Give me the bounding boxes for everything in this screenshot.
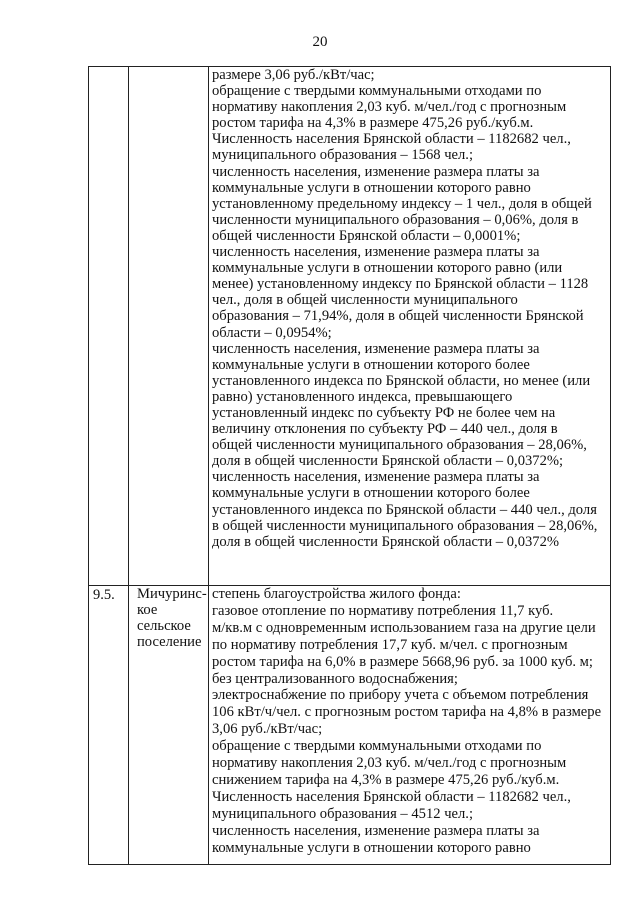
text-line: нормативу накопления 2,03 куб. м/чел./год с прогнозным <box>212 755 567 772</box>
text-line: доля в общей численности Брянской области – 0,0372%; <box>212 453 564 470</box>
text-line: по нормативу потребления 17,7 куб. м/чел. с прогнозным <box>212 636 568 653</box>
text-line: 106 кВт/ч/чел. с прогнозным ростом тарифа на 4,8% в размере <box>212 704 602 721</box>
text-line: поселение <box>137 634 202 651</box>
settlement-name <box>137 586 208 650</box>
text-line: размере 3,06 руб./кВт/час; <box>212 67 375 83</box>
text-line: образования – 71,94%, доля в общей численности Брянской <box>212 308 584 325</box>
text-line: численность населения, изменение размера платы за <box>212 469 540 486</box>
text-line: численность населения, изменение размера платы за <box>212 340 540 357</box>
text-line: чел., доля в общей численности муниципального <box>212 292 518 309</box>
text-line: сельское <box>137 618 191 635</box>
text-line: установленного индекса по Брянской области – 440 чел., доля <box>212 501 597 518</box>
text-line: численность населения, изменение размера платы за <box>212 822 540 839</box>
text-line: кое <box>137 602 158 619</box>
row-number-cell <box>89 67 129 586</box>
text-line: коммунальные услуги в отношении которого более <box>212 485 530 502</box>
text-line: 3,06 руб./кВт/час; <box>212 721 323 738</box>
text-line: обращение с твердыми коммунальными отходами по <box>212 738 542 755</box>
text-line: величину отклонения по субъекту РФ – 440 чел., доля в <box>212 421 558 438</box>
text-line: муниципального образования – 1568 чел.; <box>212 147 474 164</box>
description-cell <box>209 67 611 586</box>
text-line: степень благоустройства жилого фонда: <box>212 586 461 602</box>
text-line: Мичуринс- <box>137 586 207 602</box>
text-line: в общей численности муниципального образования – 28,06%, <box>212 517 598 534</box>
description-text <box>212 67 610 550</box>
text-line: м/кв.м с одновременным использованием газа на другие цели <box>212 619 596 636</box>
text-line: установленному предельному индексу – 1 чел., доля в общей <box>212 195 592 212</box>
settlement-name-cell <box>129 586 209 865</box>
description-cell <box>209 586 611 865</box>
row-number-cell: 9.5. <box>89 586 129 865</box>
text-line: общей численности Брянской области – 0,0001%; <box>212 227 521 244</box>
text-line: установленного индекса по Брянской области, но менее (или <box>212 372 591 389</box>
text-line: Численность населения Брянской области – 1182682 чел., <box>212 788 571 805</box>
text-line: снижением тарифа на 4,3% в размере 475,26 руб./куб.м. <box>212 771 560 788</box>
text-line: муниципального образования – 4512 чел.; <box>212 805 474 822</box>
tariff-table <box>88 66 611 865</box>
text-line: численности муниципального образования – 0,06%, доля в <box>212 211 579 228</box>
text-line: нормативу накопления 2,03 куб. м/чел./год с прогнозным <box>212 99 567 116</box>
text-line: области – 0,0954%; <box>212 324 332 341</box>
text-line: численность населения, изменение размера платы за <box>212 163 540 180</box>
text-line: без централизованного водоснабжения; <box>212 670 458 687</box>
settlement-name-cell <box>129 67 209 586</box>
text-line: обращение с твердыми коммунальными отходами по <box>212 83 542 100</box>
text-line: электроснабжение по прибору учета с объемом потребления <box>212 687 589 704</box>
text-line: менее) установленному индексу по Брянской области – 1128 <box>212 276 589 293</box>
text-line: общей численности муниципального образования – 28,06%, <box>212 437 587 454</box>
text-line: установленный индекс по субъекту РФ не более чем на <box>212 404 556 421</box>
text-line: газовое отопление по нормативу потребления 11,7 куб. <box>212 602 554 619</box>
text-line: ростом тарифа на 4,3% в размере 475,26 руб./куб.м. <box>212 115 534 132</box>
text-line: Численность населения Брянской области – 1182682 чел., <box>212 131 571 148</box>
text-line: коммунальные услуги в отношении которого более <box>212 356 530 373</box>
table-row <box>89 67 611 586</box>
page-number: 20 <box>312 34 328 50</box>
text-line: ростом тарифа на 6,0% в размере 5668,96 руб. за 1000 куб. м; <box>212 653 593 670</box>
table-row <box>89 586 611 865</box>
text-line: коммунальные услуги в отношении которого равно (или <box>212 260 563 277</box>
text-line: равно) установленного индекса, превышающего <box>212 388 513 405</box>
text-line: доля в общей численности Брянской области – 0,0372% <box>212 533 560 550</box>
text-line: коммунальные услуги в отношении которого равно <box>212 839 531 856</box>
description-text <box>212 586 610 857</box>
text-line: коммунальные услуги в отношении которого равно <box>212 179 531 196</box>
text-line: численность населения, изменение размера платы за <box>212 244 540 261</box>
